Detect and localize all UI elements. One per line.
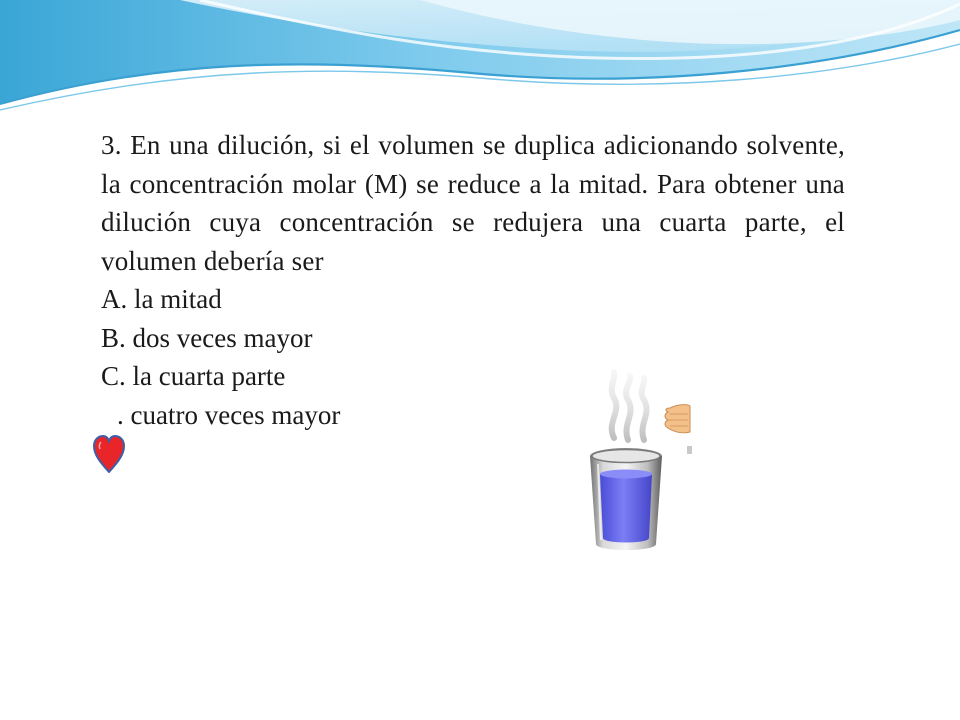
- option-text: la mitad: [127, 284, 222, 314]
- option-text: . cuatro veces mayor: [117, 399, 341, 430]
- option-d[interactable]: [101, 396, 845, 435]
- question-block: [101, 126, 845, 434]
- question-text: 3. En una dilución, si el volumen se duplica adicionando solvente, la concentración molar (M) se reduce a la mitad. Para obtener una dilución cuya concentración se redujera una cuarta parte, el volumen debería ser: [101, 130, 845, 276]
- option-b[interactable]: [101, 319, 845, 358]
- option-letter: [101, 396, 117, 435]
- header-wave-decoration: [0, 0, 960, 130]
- beaker-with-steam-icon: [570, 360, 692, 560]
- option-a[interactable]: [101, 280, 845, 319]
- option-letter: B.: [101, 322, 126, 353]
- option-text: la cuarta parte: [125, 361, 286, 391]
- heart-icon: [93, 435, 125, 473]
- option-letter: A.: [101, 284, 128, 314]
- option-c[interactable]: [101, 357, 845, 396]
- option-letter: C.: [101, 361, 126, 391]
- option-text: dos veces mayor: [125, 322, 313, 353]
